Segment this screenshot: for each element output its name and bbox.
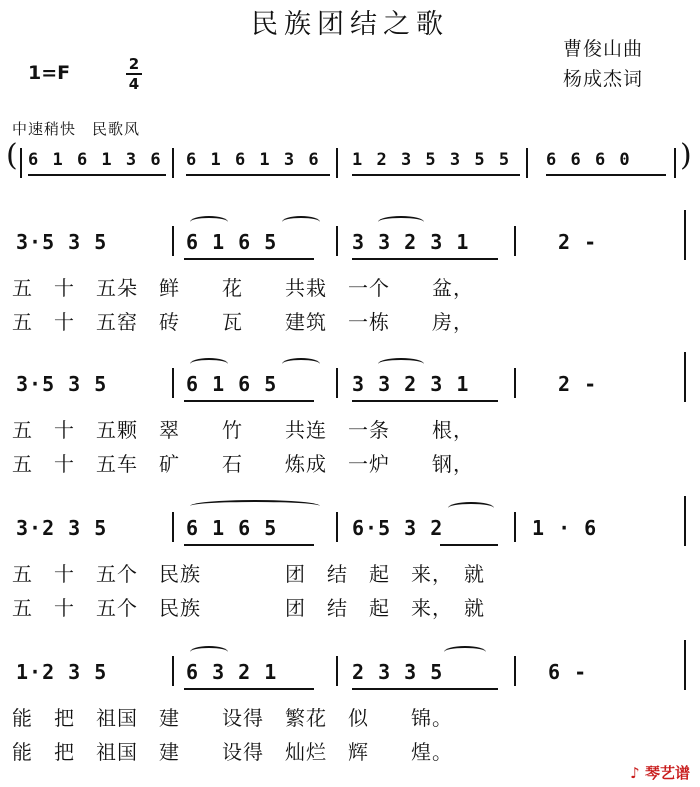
beam bbox=[352, 258, 498, 260]
slur bbox=[448, 502, 494, 514]
barline bbox=[172, 368, 174, 398]
intro-repeat-bar bbox=[674, 148, 676, 178]
barline bbox=[172, 226, 174, 256]
watermark-text: 琴艺谱 bbox=[644, 764, 690, 782]
song-title: 民族团结之歌 bbox=[251, 9, 449, 40]
slur bbox=[190, 216, 228, 228]
beam bbox=[352, 400, 498, 402]
intro-underline bbox=[186, 174, 330, 176]
beam bbox=[440, 544, 498, 546]
system-3-measure-2: 6 1 6 5 bbox=[186, 516, 278, 540]
beam bbox=[184, 258, 314, 260]
end-barline bbox=[684, 640, 686, 690]
system-4-measure-1: 1·2 3 5 bbox=[16, 660, 108, 684]
time-numerator: 2 bbox=[128, 55, 140, 73]
slur bbox=[190, 500, 320, 512]
intro-measure-4: 6 6 6 0 bbox=[546, 150, 632, 170]
intro-underline bbox=[546, 174, 666, 176]
intro-close-paren: ) bbox=[680, 138, 692, 173]
system-3-lyric-verse-1: 五 十 五个 民族 团 结 起 来， 就 bbox=[12, 562, 485, 586]
barline bbox=[514, 656, 516, 686]
intro-measure-3: 1 2 3 5 3 5 5 bbox=[352, 150, 512, 170]
lyricist-credit: 杨成杰词 bbox=[563, 68, 644, 90]
barline bbox=[336, 226, 338, 256]
slur bbox=[190, 358, 228, 370]
system-1-measure-3: 3 3 2 3 1 bbox=[352, 230, 470, 254]
end-barline bbox=[684, 352, 686, 402]
tempo-marking: 中速稍快 民歌风 bbox=[12, 120, 141, 138]
barline bbox=[336, 512, 338, 542]
time-denominator: 4 bbox=[128, 75, 140, 93]
composer-credit: 曹俊山曲 bbox=[563, 38, 644, 60]
music-note-icon: ♪ bbox=[630, 764, 640, 782]
system-1-measure-1: 3·5 3 5 bbox=[16, 230, 108, 254]
slur bbox=[190, 646, 228, 658]
system-2-lyric-verse-1: 五 十 五颗 翠 竹 共连 一条 根， bbox=[12, 418, 474, 442]
intro-underline bbox=[352, 174, 520, 176]
barline bbox=[336, 368, 338, 398]
barline bbox=[514, 512, 516, 542]
system-1-measure-4: 2 - bbox=[558, 230, 598, 254]
barline bbox=[172, 512, 174, 542]
intro-repeat-bar bbox=[20, 148, 22, 178]
beam bbox=[352, 688, 498, 690]
site-watermark bbox=[630, 762, 690, 783]
beam bbox=[184, 688, 314, 690]
system-1-lyric-verse-1: 五 十 五朵 鲜 花 共栽 一个 盆， bbox=[12, 276, 474, 300]
key-signature: 1=F bbox=[28, 62, 71, 84]
system-4-measure-2: 6 3 2 1 bbox=[186, 660, 278, 684]
slur bbox=[444, 646, 486, 658]
time-signature bbox=[126, 56, 142, 92]
system-1-lyric-verse-2: 五 十 五窑 砖 瓦 建筑 一栋 房， bbox=[12, 310, 474, 334]
intro-underline bbox=[28, 174, 166, 176]
barline bbox=[514, 226, 516, 256]
system-3-measure-1: 3·2 3 5 bbox=[16, 516, 108, 540]
system-3-measure-4: 1 · 6 bbox=[532, 516, 598, 540]
system-4-measure-3: 2 3 3 5 bbox=[352, 660, 444, 684]
system-2-measure-2: 6 1 6 5 bbox=[186, 372, 278, 396]
slur bbox=[282, 358, 320, 370]
end-barline bbox=[684, 210, 686, 260]
barline bbox=[526, 148, 528, 178]
system-1-measure-2: 6 1 6 5 bbox=[186, 230, 278, 254]
system-4-measure-4: 6 - bbox=[548, 660, 588, 684]
system-3-lyric-verse-2: 五 十 五个 民族 团 结 起 来， 就 bbox=[12, 596, 485, 620]
intro-measure-2: 6 1 6 1 3 6 bbox=[186, 150, 321, 170]
barline bbox=[172, 656, 174, 686]
system-3-measure-3: 6·5 3 2 bbox=[352, 516, 444, 540]
barline bbox=[336, 656, 338, 686]
barline bbox=[172, 148, 174, 178]
system-2-measure-3: 3 3 2 3 1 bbox=[352, 372, 470, 396]
beam bbox=[184, 544, 314, 546]
intro-open-paren: ( bbox=[6, 138, 18, 173]
barline bbox=[514, 368, 516, 398]
intro-measure-1: 6 1 6 1 3 6 bbox=[28, 150, 163, 170]
system-4-lyric-verse-1: 能 把 祖国 建 设得 繁花 似 锦。 bbox=[12, 706, 453, 730]
system-2-measure-4: 2 - bbox=[558, 372, 598, 396]
system-2-measure-1: 3·5 3 5 bbox=[16, 372, 108, 396]
slur bbox=[378, 358, 424, 370]
slur bbox=[378, 216, 424, 228]
barline bbox=[336, 148, 338, 178]
system-4-lyric-verse-2: 能 把 祖国 建 设得 灿烂 辉 煌。 bbox=[12, 740, 453, 764]
beam bbox=[184, 400, 314, 402]
system-2-lyric-verse-2: 五 十 五车 矿 石 炼成 一炉 钢， bbox=[12, 452, 474, 476]
slur bbox=[282, 216, 320, 228]
end-barline bbox=[684, 496, 686, 546]
